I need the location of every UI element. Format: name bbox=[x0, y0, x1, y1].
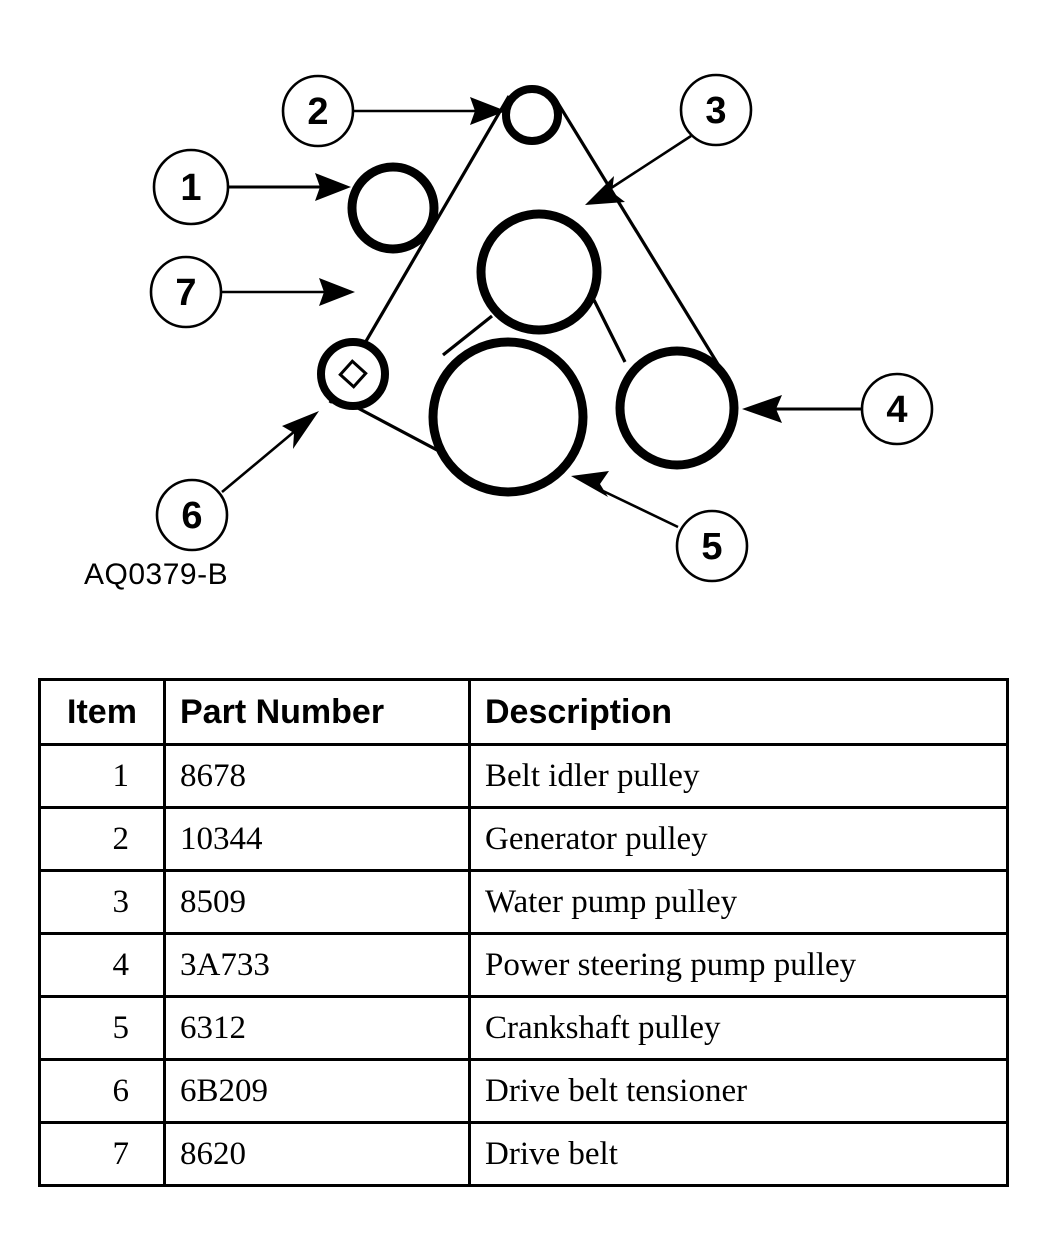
cell-part-number: 8509 bbox=[165, 871, 470, 934]
cell-item: 2 bbox=[40, 808, 165, 871]
cell-description: Crankshaft pulley bbox=[470, 997, 1008, 1060]
cell-description: Power steering pump pulley bbox=[470, 934, 1008, 997]
cell-description: Water pump pulley bbox=[470, 871, 1008, 934]
cell-part-number: 6B209 bbox=[165, 1060, 470, 1123]
leader-1 bbox=[226, 173, 351, 201]
callout-6[interactable] bbox=[157, 480, 227, 550]
figure-code-label: AQ0379-B bbox=[84, 558, 229, 591]
crankshaft-pulley bbox=[433, 342, 583, 492]
cell-part-number: 8678 bbox=[165, 745, 470, 808]
table-row bbox=[40, 934, 1008, 997]
callout-1[interactable] bbox=[154, 150, 228, 224]
drive-belt-tensioner bbox=[321, 342, 385, 406]
callout-7[interactable] bbox=[151, 257, 221, 327]
cell-item: 7 bbox=[40, 1123, 165, 1186]
callout-2[interactable] bbox=[283, 76, 353, 146]
cell-description: Generator pulley bbox=[470, 808, 1008, 871]
table-header-row bbox=[40, 680, 1008, 745]
cell-item: 3 bbox=[40, 871, 165, 934]
callout-4[interactable] bbox=[862, 374, 932, 444]
table-row bbox=[40, 808, 1008, 871]
table-row bbox=[40, 997, 1008, 1060]
generator-pulley bbox=[506, 89, 558, 141]
cell-part-number: 3A733 bbox=[165, 934, 470, 997]
callout-1-label: 1 bbox=[180, 167, 202, 209]
parts-table-body bbox=[40, 745, 1008, 1186]
column-header-description: Description bbox=[470, 680, 1008, 745]
cell-description: Belt idler pulley bbox=[470, 745, 1008, 808]
parts-table bbox=[38, 678, 1009, 1187]
water-pump-pulley bbox=[481, 214, 597, 330]
column-header-item: Item bbox=[40, 680, 165, 745]
callout-5[interactable] bbox=[677, 511, 747, 581]
leader-5 bbox=[571, 471, 678, 527]
cell-description: Drive belt bbox=[470, 1123, 1008, 1186]
callout-7-label: 7 bbox=[175, 272, 197, 314]
power-steering-pump-pulley bbox=[620, 351, 734, 465]
leader-7 bbox=[222, 278, 355, 306]
table-row bbox=[40, 1123, 1008, 1186]
table-row bbox=[40, 745, 1008, 808]
callout-3-label: 3 bbox=[705, 90, 727, 132]
cell-item: 4 bbox=[40, 934, 165, 997]
parts-table-head bbox=[40, 680, 1008, 745]
column-header-part-number: Part Number bbox=[165, 680, 470, 745]
leader-2 bbox=[353, 97, 506, 125]
cell-item: 6 bbox=[40, 1060, 165, 1123]
cell-part-number: 8620 bbox=[165, 1123, 470, 1186]
belt-idler-pulley bbox=[352, 167, 434, 249]
belt-segment-waterpump-to-power-steering bbox=[594, 300, 625, 362]
leader-6 bbox=[222, 411, 319, 492]
callout-4-label: 4 bbox=[886, 389, 908, 431]
table-row bbox=[40, 1060, 1008, 1123]
callout-5-label: 5 bbox=[701, 526, 723, 568]
callout-3[interactable] bbox=[681, 75, 751, 145]
cell-item: 1 bbox=[40, 745, 165, 808]
cell-item: 5 bbox=[40, 997, 165, 1060]
parts-table-container bbox=[38, 678, 1006, 1187]
callout-2-label: 2 bbox=[307, 91, 329, 133]
cell-part-number: 6312 bbox=[165, 997, 470, 1060]
cell-part-number: 10344 bbox=[165, 808, 470, 871]
leader-4 bbox=[742, 395, 862, 423]
callout-6-label: 6 bbox=[181, 495, 203, 537]
cell-description: Drive belt tensioner bbox=[470, 1060, 1008, 1123]
table-row bbox=[40, 871, 1008, 934]
